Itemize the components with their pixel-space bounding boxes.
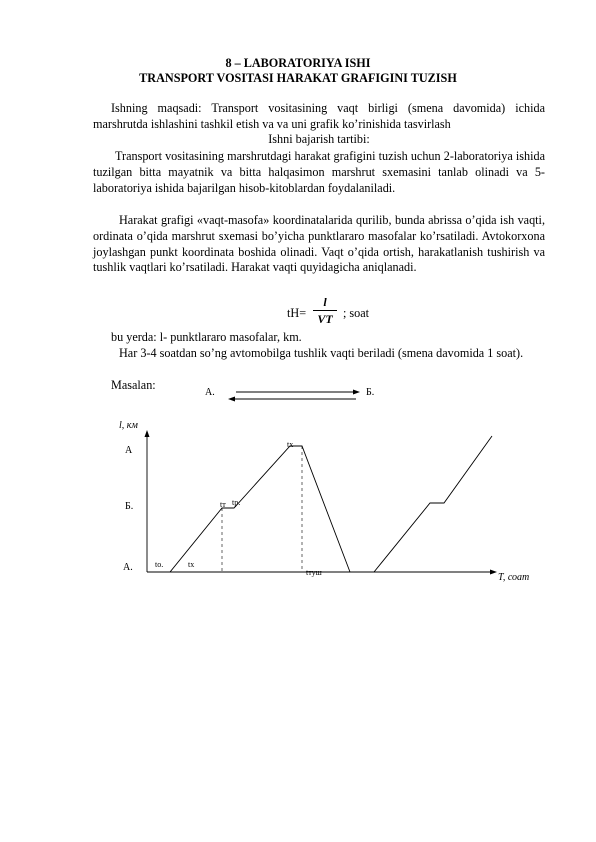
point-label-a-origin: A.	[123, 562, 133, 573]
procedure-heading: Ishni bajarish tartibi:	[268, 132, 370, 146]
route-end-label: Б.	[366, 387, 375, 398]
time-label-travel-2: tх	[287, 440, 294, 449]
definition-line: bu yerda: l- punktlararo masofalar, km.	[111, 330, 302, 344]
point-label-b: Б.	[125, 501, 134, 512]
time-label-loading-b: tр.	[232, 498, 241, 507]
x-axis-label: T, соат	[498, 572, 530, 583]
y-axis-label: l, км	[119, 420, 138, 431]
y-axis-arrow	[145, 430, 150, 437]
route-diagram	[205, 387, 374, 402]
time-label-lunch: tтуш	[306, 568, 322, 577]
lab-topic-title: TRANSPORT VOSITASI HARAKAT GRAFIGINI TUZISH	[139, 71, 457, 85]
purpose-paragraph: Ishning maqsadi: Transport vositasining vaqt birligi (smena davomida) ichida marshrutda ishlashini tashkil etish va va uni grafik ko’rinishida tasvirlash	[93, 101, 545, 131]
lunch-paragraph: Har 3-4 soatdan so’ng avtomobilga tushlik vaqti beriladi (smena davomida 1 soat).	[119, 346, 524, 360]
formula-lhs: tH=	[287, 306, 307, 320]
time-label-unloading: tт	[220, 500, 226, 509]
paragraph-route-selection: Transport vositasining marshrutdagi harakat grafigini tuzish uchun 2-laboratoriya ishida tuzilgan bitta mayatnik va bitta halqasimon marshrut sxemasini tanlab olinadi va 5-laboratoriya ishida bajarilgan hisob-kitoblardan foydalaniladi.	[93, 149, 545, 195]
point-label-a-top: A	[125, 445, 133, 456]
trip-2-line	[374, 436, 492, 572]
formula-denominator: VT	[317, 312, 333, 326]
paragraph-graph-description: Harakat grafigi «vaqt-masofa» koordinatalarida qurilib, bunda abrissa o’qida ish vaqti, ordinata o’qida marshrut sxemasi bo’yicha punktlararo masofalar ko’rsatiladi. Avtokorxona joylashgan punkt koordinata boshida olinadi. Vaqt o’qida ortish, harakatlanish tushirish va tushlik vaqtlari ko’rsatiladi. Harakat vaqti quyidagicha aniqlanadi.	[93, 213, 545, 275]
time-label-travel-1: tх	[188, 560, 195, 569]
time-label-loading: tо.	[155, 560, 164, 569]
x-axis-arrow	[490, 570, 497, 575]
example-label: Masalan:	[111, 378, 156, 392]
trip-1-line	[147, 446, 350, 572]
route-start-label: A.	[205, 387, 215, 398]
formula-numerator: l	[323, 295, 327, 309]
formula-unit: ; soat	[343, 306, 370, 320]
lab-number-title: 8 – LABORATORIYA ISHI	[225, 56, 371, 70]
forward-arrow-head	[353, 390, 360, 395]
return-arrow-head	[228, 397, 235, 402]
